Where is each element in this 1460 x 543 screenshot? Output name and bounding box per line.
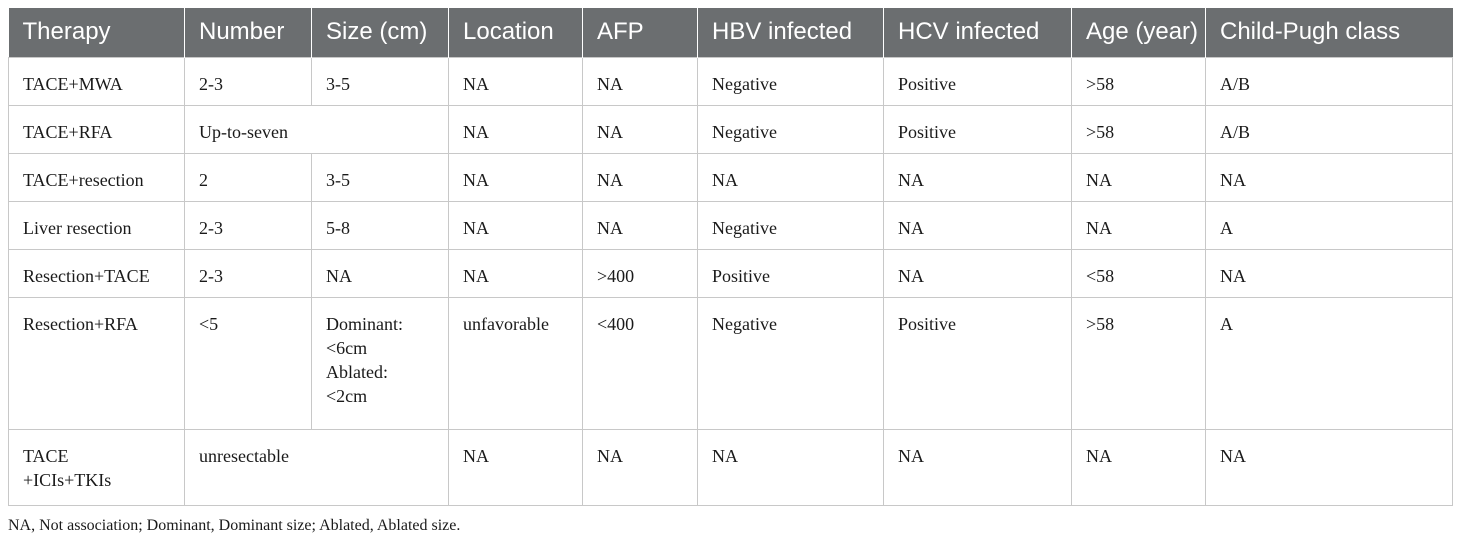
size-line-dominant-value: <6cm — [326, 337, 368, 358]
cell-hcv: Positive — [884, 297, 1072, 429]
table-header-row — [9, 8, 1453, 57]
cell-child-pugh: NA — [1206, 153, 1453, 201]
header-size: Size (cm) — [312, 8, 449, 57]
cell-therapy: TACE+MWA — [9, 57, 185, 105]
cell-therapy — [9, 429, 185, 505]
table-row — [9, 297, 1453, 429]
cell-child-pugh: A — [1206, 201, 1453, 249]
cell-size: 3-5 — [312, 153, 449, 201]
cell-afp: NA — [583, 57, 698, 105]
cell-location: NA — [449, 429, 583, 505]
cell-hcv: Positive — [884, 57, 1072, 105]
cell-number: <5 — [185, 297, 312, 429]
therapy-comparison-table — [8, 8, 1453, 506]
cell-size — [312, 297, 449, 429]
size-line-dominant-label: Dominant: — [326, 313, 403, 334]
table-footnote: NA, Not association; Dominant, Dominant size; Ablated, Ablated size. — [8, 517, 461, 534]
cell-age: NA — [1072, 429, 1206, 505]
cell-hbv: Positive — [698, 249, 884, 297]
cell-hcv: NA — [884, 429, 1072, 505]
cell-therapy: Resection+TACE — [9, 249, 185, 297]
cell-location: NA — [449, 105, 583, 153]
cell-hcv: NA — [884, 249, 1072, 297]
header-child-pugh-class: Child-Pugh class — [1206, 8, 1453, 57]
size-line-ablated-label: Ablated: — [326, 361, 388, 382]
cell-hbv: NA — [698, 153, 884, 201]
therapy-line-2: +ICIs+TKIs — [23, 469, 112, 490]
cell-number: 2-3 — [185, 201, 312, 249]
cell-location: NA — [449, 249, 583, 297]
cell-location: NA — [449, 153, 583, 201]
cell-child-pugh: A/B — [1206, 57, 1453, 105]
header-hcv-infected: HCV infected — [884, 8, 1072, 57]
cell-age: NA — [1072, 153, 1206, 201]
cell-number: 2-3 — [185, 249, 312, 297]
header-number: Number — [185, 8, 312, 57]
cell-number-size-merged: Up-to-seven — [185, 105, 449, 153]
cell-location: NA — [449, 201, 583, 249]
cell-child-pugh: A — [1206, 297, 1453, 429]
table-row — [9, 57, 1453, 105]
cell-location: NA — [449, 57, 583, 105]
cell-hbv: Negative — [698, 201, 884, 249]
header-age: Age (year) — [1072, 8, 1206, 57]
cell-therapy: TACE+RFA — [9, 105, 185, 153]
cell-number: 2-3 — [185, 57, 312, 105]
header-location: Location — [449, 8, 583, 57]
header-therapy: Therapy — [9, 8, 185, 57]
cell-afp: >400 — [583, 249, 698, 297]
cell-child-pugh: A/B — [1206, 105, 1453, 153]
cell-hcv: NA — [884, 153, 1072, 201]
cell-number-size-merged: unresectable — [185, 429, 449, 505]
cell-therapy: Resection+RFA — [9, 297, 185, 429]
cell-age: >58 — [1072, 297, 1206, 429]
cell-hcv: Positive — [884, 105, 1072, 153]
table-row — [9, 249, 1453, 297]
cell-size: 3-5 — [312, 57, 449, 105]
cell-afp: NA — [583, 105, 698, 153]
cell-hbv: Negative — [698, 57, 884, 105]
cell-therapy: TACE+resection — [9, 153, 185, 201]
table-row — [9, 105, 1453, 153]
therapy-line-1: TACE — [23, 445, 69, 466]
cell-afp: NA — [583, 153, 698, 201]
cell-number: 2 — [185, 153, 312, 201]
table-row — [9, 429, 1453, 505]
cell-size: 5-8 — [312, 201, 449, 249]
cell-child-pugh: NA — [1206, 249, 1453, 297]
header-afp: AFP — [583, 8, 698, 57]
cell-afp: NA — [583, 201, 698, 249]
cell-location: unfavorable — [449, 297, 583, 429]
cell-age: <58 — [1072, 249, 1206, 297]
size-line-ablated-value: <2cm — [326, 385, 368, 406]
cell-afp: <400 — [583, 297, 698, 429]
cell-therapy: Liver resection — [9, 201, 185, 249]
header-hbv-infected: HBV infected — [698, 8, 884, 57]
cell-age: NA — [1072, 201, 1206, 249]
cell-size: NA — [312, 249, 449, 297]
cell-age: >58 — [1072, 105, 1206, 153]
cell-child-pugh: NA — [1206, 429, 1453, 505]
table-row — [9, 201, 1453, 249]
cell-hbv: Negative — [698, 105, 884, 153]
cell-age: >58 — [1072, 57, 1206, 105]
table-row — [9, 153, 1453, 201]
cell-hcv: NA — [884, 201, 1072, 249]
cell-hbv: NA — [698, 429, 884, 505]
cell-hbv: Negative — [698, 297, 884, 429]
cell-afp: NA — [583, 429, 698, 505]
